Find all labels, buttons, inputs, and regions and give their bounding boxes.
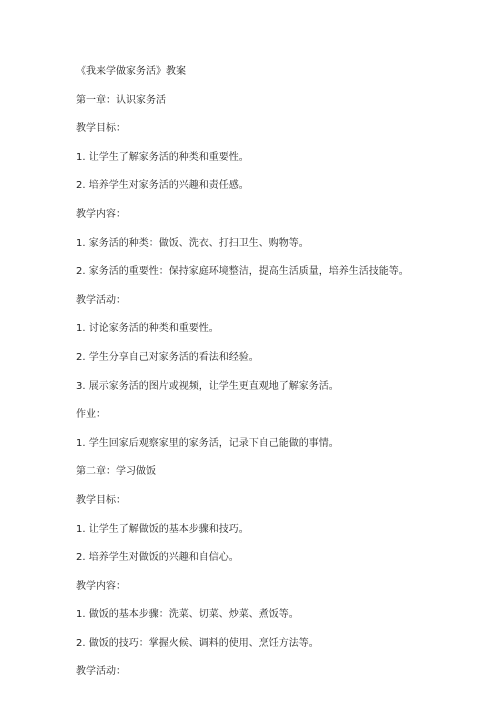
list-item: 1. 学生回家后观察家里的家务活，记录下自己能做的事情。 xyxy=(76,437,339,449)
document-title: 《我来学做家务活》教案 xyxy=(76,66,186,77)
section-label: 教学目标： xyxy=(76,494,126,506)
list-item: 1. 讨论家务活的种类和重要性。 xyxy=(76,323,219,335)
section-label: 教学目标： xyxy=(76,123,126,135)
chapter-heading: 第二章：学习做饭 xyxy=(76,466,156,478)
section-label: 教学内容： xyxy=(76,580,126,592)
list-item: 2. 家务活的重要性：保持家庭环境整洁，提高生活质量，培养生活技能等。 xyxy=(76,266,409,278)
list-item: 2. 培养学生对家务活的兴趣和责任感。 xyxy=(76,180,249,192)
list-item: 3. 展示家务活的图片或视频，让学生更直观地了解家务活。 xyxy=(76,380,339,392)
section-label: 教学内容： xyxy=(76,208,126,220)
list-item: 2. 做饭的技巧：掌握火候、调料的使用、烹饪方法等。 xyxy=(76,637,319,649)
section-label: 作业： xyxy=(76,409,106,421)
section-label: 教学活动： xyxy=(76,666,126,678)
chapter-heading: 第一章：认识家务活 xyxy=(76,94,166,106)
list-item: 2. 学生分享自己对家务活的看法和经验。 xyxy=(76,351,259,363)
document-body xyxy=(76,64,436,693)
list-item: 2. 培养学生对做饭的兴趣和自信心。 xyxy=(76,552,239,564)
list-item: 1. 让学生了解做饭的基本步骤和技巧。 xyxy=(76,523,249,535)
section-label: 教学活动： xyxy=(76,294,126,306)
list-item: 1. 让学生了解家务活的种类和重要性。 xyxy=(76,151,249,163)
list-item: 1. 做饭的基本步骤：洗菜、切菜、炒菜、煮饭等。 xyxy=(76,609,299,621)
list-item: 1. 家务活的种类：做饭、洗衣、打扫卫生、购物等。 xyxy=(76,237,309,249)
